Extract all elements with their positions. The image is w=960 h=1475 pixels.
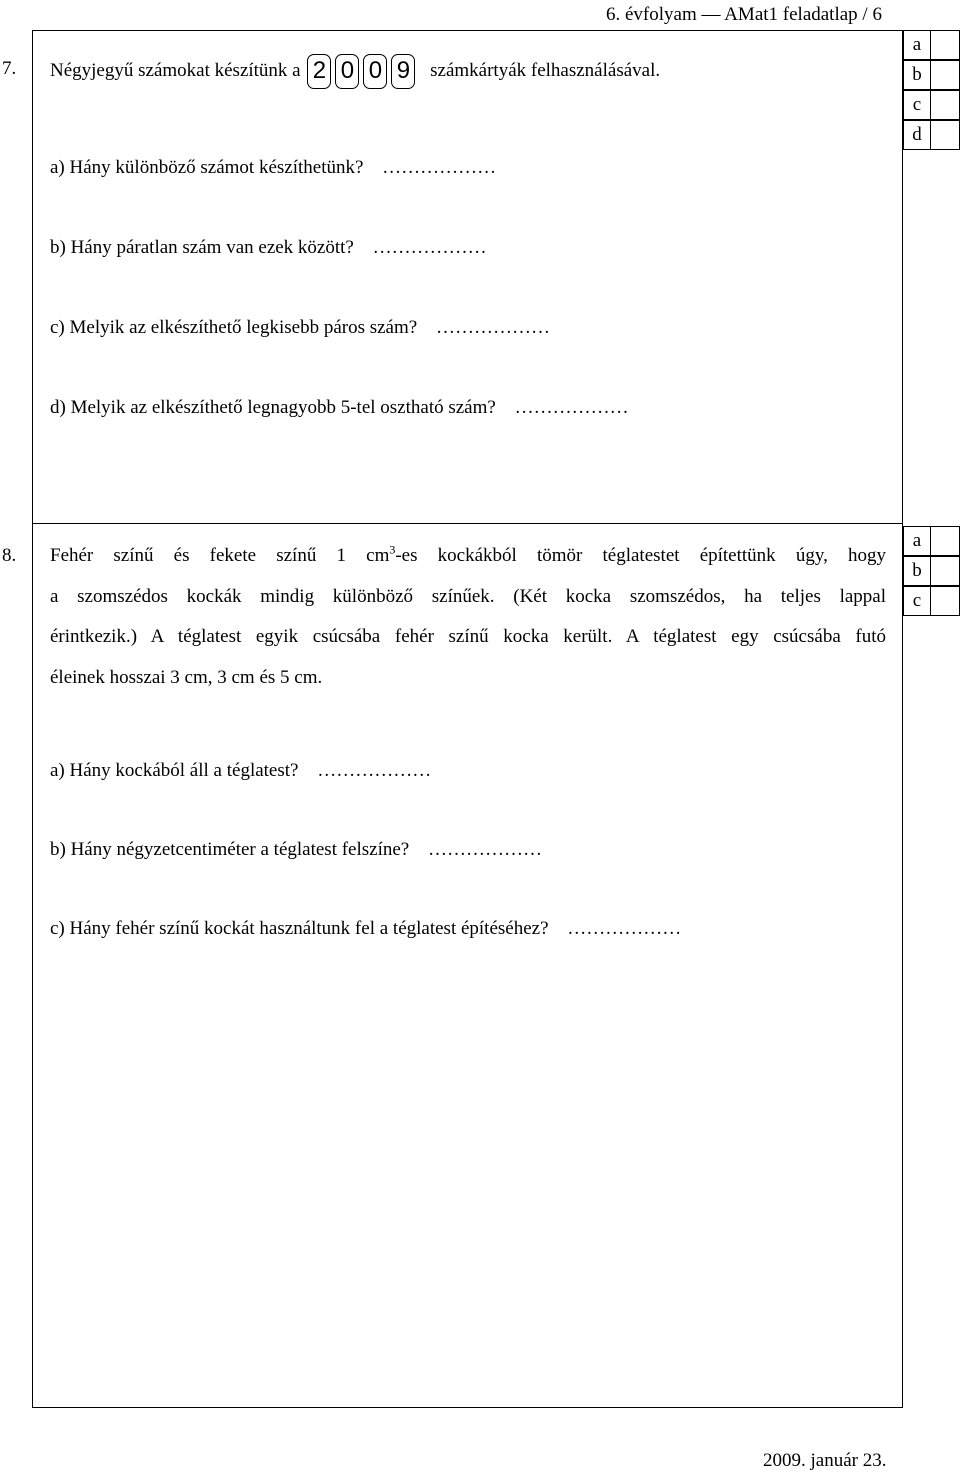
task8-line-4: éleinek hosszai 3 cm, 3 cm és 5 cm. (50, 667, 323, 688)
score-label-a: a (903, 30, 931, 60)
score8-box-c[interactable] (931, 586, 960, 616)
page-header: 6. évfolyam — AMat1 feladatlap / 6 (606, 4, 882, 25)
number-card-0a: 0 (335, 54, 359, 89)
score-box-c[interactable] (931, 90, 960, 120)
score8-label-b: b (903, 556, 931, 586)
statement-part: -es kockákból tömör téglatestet építettünk úgy, hogy (395, 545, 886, 566)
task7-top-border (32, 30, 903, 31)
score-box-d[interactable] (931, 120, 960, 150)
score-label-c: c (903, 90, 931, 120)
task7-left-border (32, 30, 33, 524)
question-text: c) Hány fehér színű kockát használtunk fel a téglatest építéséhez? (50, 918, 549, 939)
task7-question-b (50, 237, 487, 259)
answer-blank[interactable]: ……………… (372, 237, 487, 258)
number-card-0b: 0 (363, 54, 387, 89)
task8-question-c (50, 918, 681, 940)
superscript: 3 (389, 542, 396, 557)
score8-box-a[interactable] (931, 526, 960, 556)
task8-number: 8. (2, 545, 17, 566)
score-label-b: b (903, 60, 931, 90)
answer-blank[interactable]: ……………… (317, 760, 432, 781)
task7-intro-before: Négyjegyű számokat készítünk a (50, 60, 301, 81)
answer-blank[interactable]: ……………… (435, 317, 550, 338)
question-text: b) Hány páratlan szám van ezek között? (50, 237, 354, 258)
task8-line-2: a szomszédos kockák mindig különböző színűek. (Két kocka szomszédos, ha teljes lappal (50, 586, 886, 607)
task7-question-d (50, 397, 629, 419)
number-card-2: 2 (307, 54, 331, 89)
score8-label-a: a (903, 526, 931, 556)
task7-question-a (50, 157, 496, 179)
question-text: a) Hány különböző számot készíthetünk? (50, 157, 364, 178)
question-text: c) Melyik az elkészíthető legkisebb páros szám? (50, 317, 418, 338)
task7-intro-after: számkártyák felhasználásával. (430, 60, 661, 81)
answer-blank[interactable]: ……………… (567, 918, 682, 939)
task8-line-3: érintkezik.) A téglatest egyik csúcsába fehér színű kocka került. A téglatest egy csúcsába futó (50, 626, 886, 647)
question-text: b) Hány négyzetcentiméter a téglatest felszíne? (50, 839, 410, 860)
task7-number: 7. (2, 58, 17, 79)
task8-question-b (50, 839, 542, 861)
task7-statement (50, 53, 660, 89)
task8-line-1 (50, 542, 886, 567)
question-text: d) Melyik az elkészíthető legnagyobb 5-tel osztható szám? (50, 397, 496, 418)
question-text: a) Hány kockából áll a téglatest? (50, 760, 299, 781)
score8-label-c: c (903, 586, 931, 616)
answer-blank[interactable]: ……………… (428, 839, 542, 860)
answer-blank[interactable]: ……………… (382, 157, 497, 178)
task7-question-c (50, 317, 550, 339)
statement-part: Fehér színű és fekete színű 1 cm (50, 545, 390, 566)
number-card-9: 9 (391, 54, 415, 89)
score-box-b[interactable] (931, 60, 960, 90)
score8-box-b[interactable] (931, 556, 960, 586)
score-label-d: d (903, 120, 931, 150)
task8-frame (32, 523, 903, 1408)
answer-blank[interactable]: ……………… (514, 397, 629, 418)
footer-date: 2009. január 23. (763, 1450, 887, 1471)
task8-question-a (50, 760, 431, 782)
score-box-a[interactable] (931, 30, 960, 60)
